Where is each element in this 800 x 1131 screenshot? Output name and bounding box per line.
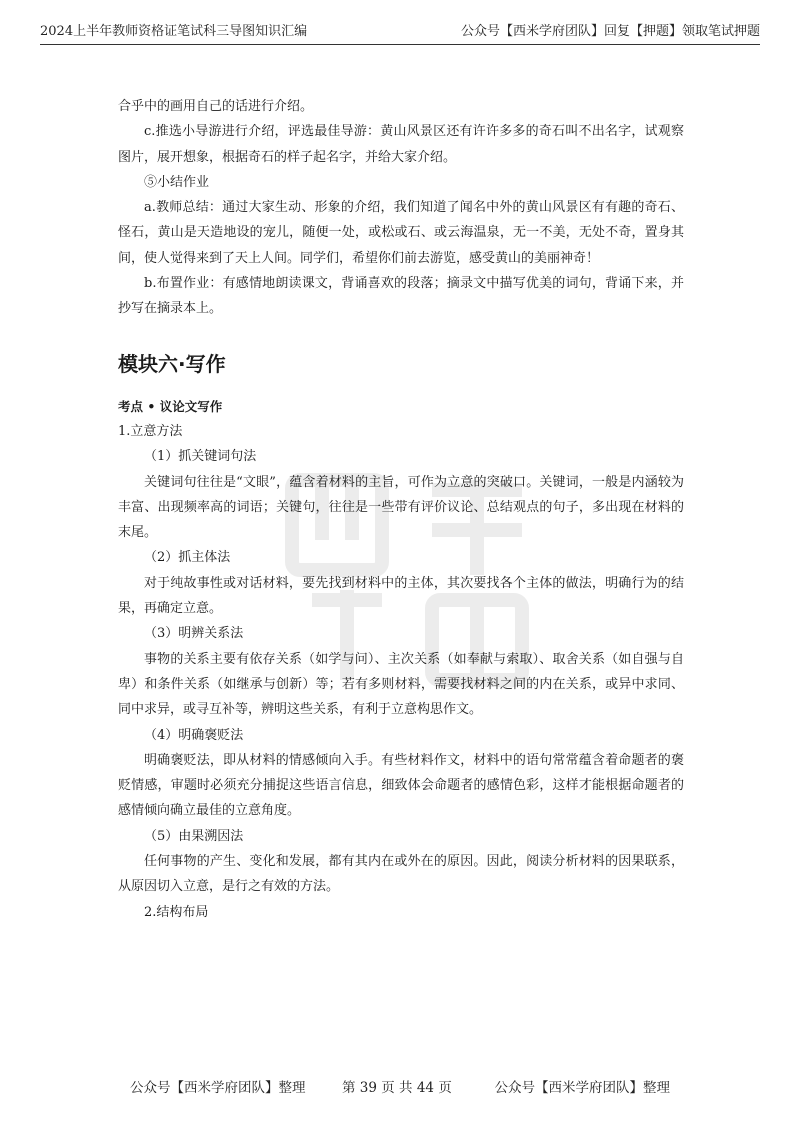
page-content (118, 94, 684, 925)
footer-left: 公众号【西米学府团队】整理 (130, 1080, 306, 1096)
method-title: （4）明确褒贬法 (144, 727, 244, 743)
method-title: （3）明辨关系法 (144, 626, 244, 642)
method-title: （2）抓主体法 (144, 550, 231, 566)
page-footer (130, 1076, 670, 1096)
subheading: 1.立意方法 (118, 423, 183, 439)
method-text: 明确褒贬法，即从材料的情感倾向入手。有些材料作文，材料中的语句常常蕴含着命题者的褒贬情感，审题时必须充分捕捉这些语言信息，细致体会命题者的感情色彩，这样才能根据命题者的感情倾向确立最佳的立意角度。 (118, 752, 684, 819)
module-title: 模块六·写作 (118, 351, 226, 376)
method-text: 任何事物的产生、变化和发展，都有其内在或外在的原因。因此，阅读分析材料的因果联系，从原因切入立意，是行之有效的方法。 (118, 854, 684, 895)
paragraph: ⑤小结作业 (144, 174, 210, 190)
page-number: 第 39 页 共 44 页 (342, 1080, 452, 1096)
paragraph: c.推选小导游进行介绍，评选最佳导游：黄山风景区还有许许多多的奇石叫不出名字，试观察图片，展开想象，根据奇石的样子起名字，并给大家介绍。 (118, 124, 684, 165)
section-heading: 考点 • 议论文写作 (118, 398, 223, 414)
paragraph: b.布置作业：有感情地朗读课文，背诵喜欢的段落；摘录文中描写优美的词句，背诵下来，并抄写在摘录本上。 (118, 276, 684, 317)
header-promo: 公众号【西米学府团队】回复【押题】领取笔试押题 (460, 24, 760, 39)
method-text: 事物的关系主要有依存关系（如学与问）、主次关系（如奉献与索取）、取舍关系（如自强与自卑）和条件关系（如继承与创新）等；若有多则材料，需要找材料之间的内在关系，或异中求同、同中求异，或寻互补等，辨明这些关系，有利于立意构思作文。 (118, 651, 684, 718)
subheading: 2.结构布局 (144, 904, 209, 920)
paragraph: 合乎中的画用自己的话进行介绍。 (118, 99, 314, 114)
page-header (40, 22, 760, 45)
method-title: （1）抓关键词句法 (144, 449, 257, 465)
header-title: 2024上半年教师资格证笔试科三导图知识汇编 (40, 24, 308, 39)
paragraph: a.教师总结：通过大家生动、形象的介绍，我们知道了闻名中外的黄山风景区有有趣的奇石、怪石，黄山是天造地设的宠儿，随便一处，或松或石、或云海温泉，无一不美，无处不奇，置身其间，使人觉得来到了天上人间。同学们，希望你们前去游览，感受黄山的美丽神奇！ (118, 200, 684, 266)
footer-right: 公众号【西米学府团队】整理 (494, 1080, 670, 1096)
method-text: 关键词句往往是“文眼”，蕴含着材料的主旨，可作为立意的突破口。关键词，一般是内涵较为丰富、出现频率高的词语；关键句，往往是一些带有评价议论、总结观点的句子，多出现在材料的末尾。 (118, 474, 684, 541)
method-title: （5）由果溯因法 (144, 828, 244, 844)
method-text: 对于纯故事性或对话材料，要先找到材料中的主体，其次要找各个主体的做法，明确行为的结果，再确定立意。 (118, 575, 684, 617)
